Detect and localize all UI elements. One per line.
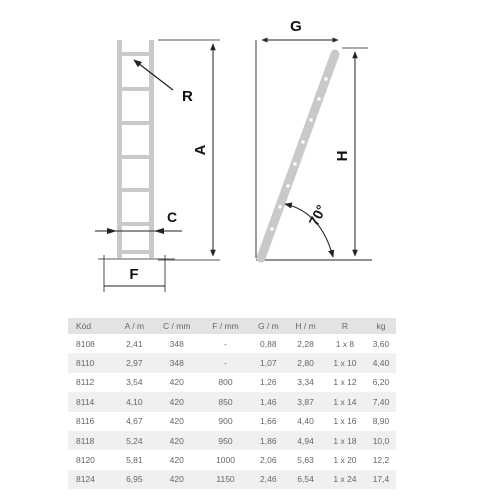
table-cell: 6,54 (287, 470, 324, 489)
table-cell: 850 (202, 392, 250, 411)
table-cell: 10,0 (366, 431, 396, 450)
table-cell: 17,4 (366, 470, 396, 489)
table-cell: 1 x 10 (324, 353, 366, 372)
angle-label: 70° (305, 202, 330, 229)
label-h: H (334, 150, 351, 162)
table-row (68, 431, 396, 450)
table-cell: 8114 (68, 392, 117, 411)
table-cell: 8118 (68, 431, 117, 450)
table-cell: - (224, 338, 227, 349)
table-cell: 5,63 (297, 455, 314, 466)
table-cell: 8,90 (372, 416, 390, 427)
front-view-ladder (117, 40, 154, 258)
table-cell: 950 (202, 431, 250, 450)
table-cell: 420 (169, 416, 184, 427)
table-row (68, 353, 396, 372)
table-cell: 1 x 24 (324, 470, 366, 489)
table-cell: 2,41 (126, 338, 143, 349)
table-cell: 8110 (68, 353, 117, 372)
table-cell: 2,97 (117, 353, 152, 372)
table-cell: 8116 (76, 416, 95, 427)
table-cell: 7,40 (366, 392, 396, 411)
header-kg: kg (366, 318, 396, 334)
c-arrow-right (154, 228, 164, 234)
header-kod: Kód (68, 318, 117, 334)
table-cell: 1,86 (250, 431, 288, 450)
table-cell: 1,66 (260, 416, 277, 427)
table-cell: 6,20 (372, 377, 390, 388)
label-f: F (129, 266, 139, 283)
table-cell: 420 (152, 431, 202, 450)
label-r: R (182, 88, 193, 105)
table-cell: 1,26 (260, 377, 277, 388)
table-cell: 12,2 (372, 455, 390, 466)
header-a: A / m (117, 318, 152, 334)
table-cell: 420 (152, 392, 202, 411)
table-cell: 420 (169, 455, 184, 466)
header-c: C / mm (152, 318, 202, 334)
table-cell: 4,40 (366, 353, 396, 372)
table-cell: 2,46 (250, 470, 288, 489)
table-cell: 3,87 (287, 392, 324, 411)
table-cell: 3,34 (297, 377, 314, 388)
table-cell: 3,60 (372, 338, 390, 349)
table-cell: 1000 (216, 455, 235, 466)
table-cell: 0,88 (260, 338, 277, 349)
table-cell: 1150 (202, 470, 250, 489)
spec-table (68, 318, 396, 489)
table-row (68, 450, 396, 469)
label-c: C (167, 209, 178, 225)
table-cell: 1 x 16 (333, 416, 357, 427)
table-cell: 5,24 (117, 431, 152, 450)
table-cell: 1,07 (250, 353, 288, 372)
table-cell: 1 x 18 (324, 431, 366, 450)
table-cell: 420 (169, 377, 184, 388)
table-header-row (68, 318, 396, 334)
table-cell: - (202, 353, 250, 372)
table-cell: 8120 (76, 455, 95, 466)
table-cell: 800 (218, 377, 233, 388)
table-body (68, 334, 396, 489)
table-cell: 1,46 (250, 392, 288, 411)
table-cell: 1 x 20 (333, 455, 357, 466)
table-cell: 8112 (76, 377, 95, 388)
table-row (68, 470, 396, 489)
table-cell: 2,06 (260, 455, 277, 466)
table-cell: 2,28 (297, 338, 314, 349)
header-h: H / m (287, 318, 324, 334)
side-view-ladder (261, 54, 335, 258)
table-cell: 5,81 (126, 455, 143, 466)
table-cell: 2,80 (287, 353, 324, 372)
table-cell: 1 x 14 (324, 392, 366, 411)
label-a: A (192, 144, 209, 156)
table-cell: 4,40 (297, 416, 314, 427)
left-rail (117, 40, 122, 258)
header-f: F / mm (202, 318, 250, 334)
table-row (68, 373, 396, 392)
table-cell: 348 (169, 338, 184, 349)
table-row (68, 412, 396, 431)
label-g: G (290, 18, 302, 35)
table-row (68, 334, 396, 353)
table-cell: 1 x 8 (335, 338, 355, 349)
table-cell: 4,10 (117, 392, 152, 411)
table-cell: 900 (218, 416, 233, 427)
rungs (122, 52, 149, 254)
header-g: G / m (250, 318, 288, 334)
table-cell: 8108 (76, 338, 95, 349)
table-cell: 4,94 (287, 431, 324, 450)
table-row (68, 392, 396, 411)
c-arrow-left (107, 228, 117, 234)
table-cell: 3,54 (126, 377, 143, 388)
table-cell: 420 (152, 470, 202, 489)
table-cell: 348 (152, 353, 202, 372)
header-r: R (324, 318, 366, 334)
table-cell: 8124 (68, 470, 117, 489)
table-cell: 6,95 (117, 470, 152, 489)
table-cell: 4,67 (126, 416, 143, 427)
table-cell: 1 x 12 (333, 377, 357, 388)
